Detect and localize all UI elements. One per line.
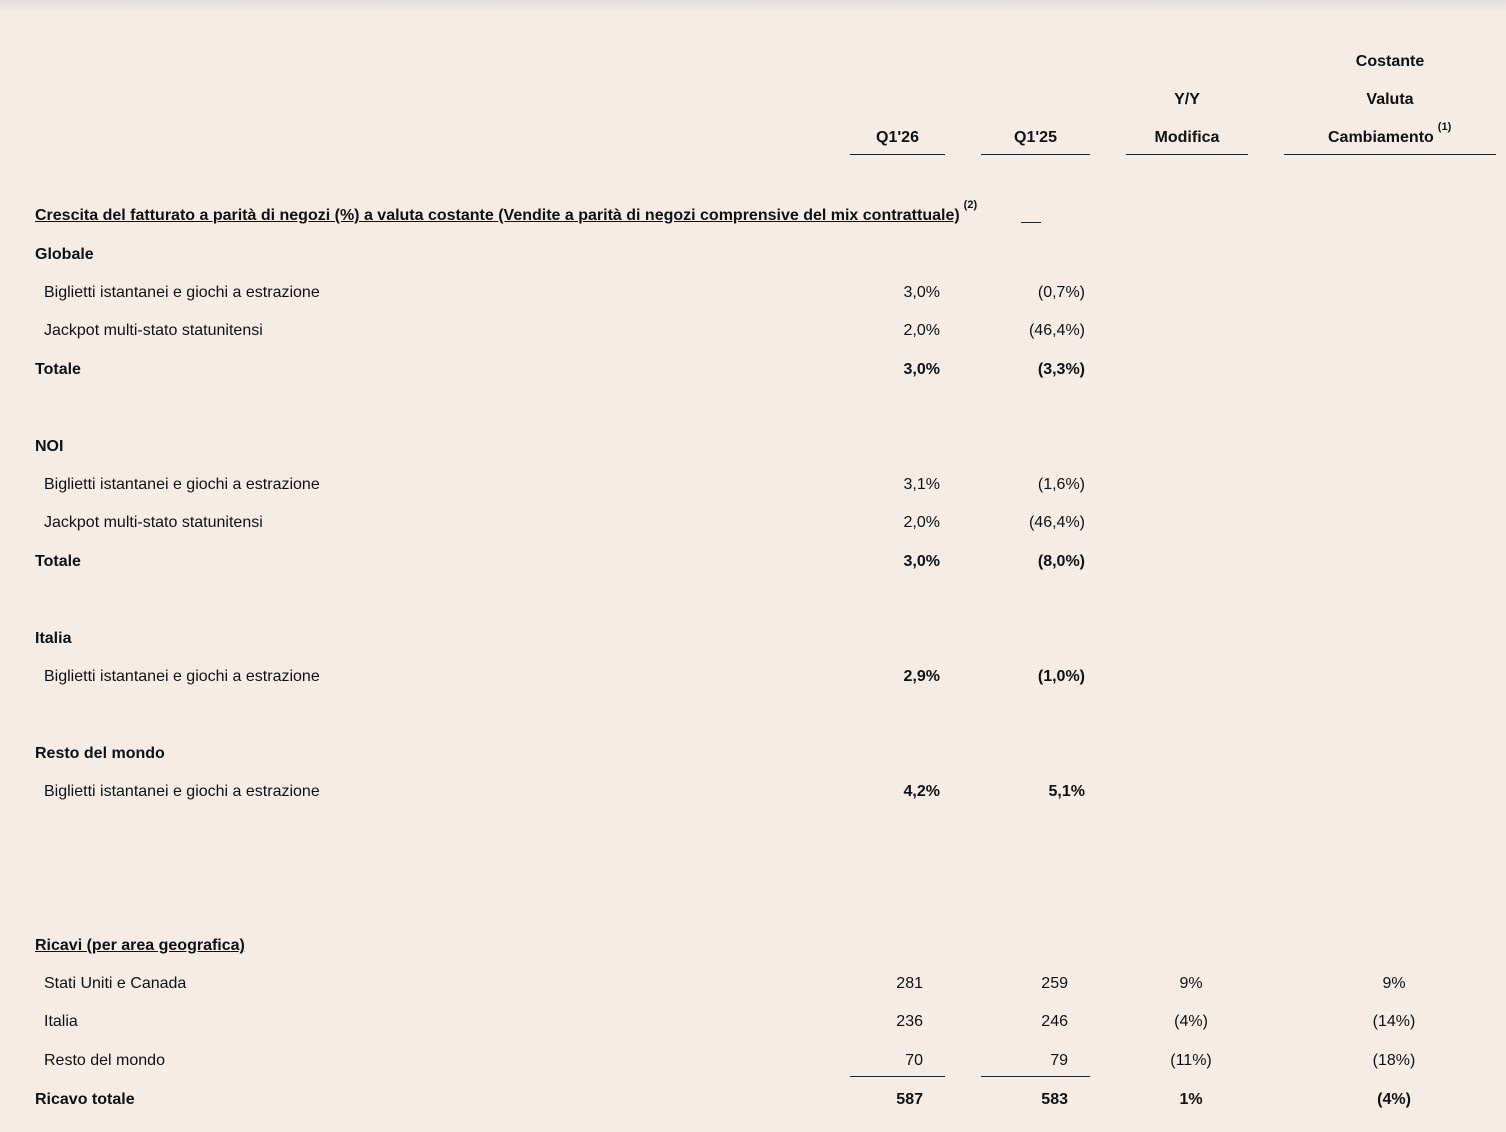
total-label: Totale: [35, 553, 81, 570]
cell-cc: (18%): [1372, 1052, 1416, 1069]
cell-q126: 236: [896, 1013, 923, 1030]
row-label: Stati Uniti e Canada: [44, 975, 187, 992]
cell-q125: (1,6%): [1037, 476, 1085, 493]
header-underline: [1126, 154, 1248, 155]
cell-q126: 2,0%: [903, 322, 940, 339]
group-label-italia: Italia: [35, 630, 72, 647]
row-label: Biglietti istantanei e giochi a estrazione: [44, 783, 320, 800]
cell-q126: 2,9%: [903, 668, 940, 685]
header-costante: Costante: [1355, 53, 1425, 70]
footnote-marker: (2): [963, 199, 978, 211]
total-q125: (8,0%): [1037, 553, 1085, 570]
cell-q125: 246: [1041, 1013, 1068, 1030]
row-label: Biglietti istantanei e giochi a estrazione: [44, 668, 320, 685]
cell-q126: 4,2%: [903, 783, 940, 800]
section-same-store-title: Crescita del fatturato a parità di negozi (%) a valuta costante (Vendite a parità di negozi comprensive del mix contrattuale)$^{(2)}$: [35, 199, 978, 224]
cell-q125: 5,1%: [1048, 783, 1085, 800]
cell-q125: (46,4%): [1028, 322, 1085, 339]
header-cambiamento: Cambiamento$^{(1)}$: [1328, 121, 1452, 146]
header-underline: [981, 154, 1090, 155]
cell-yy: 9%: [1179, 975, 1203, 992]
header-underline: [850, 154, 945, 155]
section-revenue-title: Ricavi (per area geografica): [35, 937, 245, 954]
cell-yy: (4%): [1174, 1013, 1208, 1030]
header-yy: Y/Y: [1174, 91, 1200, 108]
total-q125: (3,3%): [1037, 361, 1085, 378]
header-modifica: Modifica: [1154, 129, 1220, 146]
total-q126: 3,0%: [903, 553, 940, 570]
row-label: Jackpot multi-stato statunitensi: [44, 514, 263, 531]
footnote-marker: (1): [1437, 121, 1452, 133]
cell-q126: 2,0%: [903, 514, 940, 531]
cell-q126: 3,1%: [903, 476, 940, 493]
cell-q125: 259: [1041, 975, 1068, 992]
total-q125: 583: [1041, 1091, 1068, 1108]
row-label: Jackpot multi-stato statunitensi: [44, 322, 263, 339]
total-q126: 587: [896, 1091, 923, 1108]
header-valuta: Valuta: [1366, 91, 1414, 108]
cell-q126: 3,0%: [903, 284, 940, 301]
total-cc: (4%): [1377, 1091, 1411, 1108]
header-underline: [1284, 154, 1496, 155]
row-label: Biglietti istantanei e giochi a estrazione: [44, 284, 320, 301]
header-q126: Q1'26: [876, 129, 919, 146]
cell-q125: 79: [1050, 1052, 1068, 1069]
cell-cc: (14%): [1372, 1013, 1416, 1030]
cell-q126: 70: [905, 1052, 923, 1069]
cell-yy: (11%): [1170, 1052, 1212, 1069]
cell-q125: (46,4%): [1028, 514, 1085, 531]
row-label: Italia: [44, 1013, 78, 1030]
total-label: Totale: [35, 361, 81, 378]
cell-cc: 9%: [1382, 975, 1406, 992]
group-label-resto: Resto del mondo: [35, 745, 165, 762]
subtotal-rule: [850, 1076, 945, 1077]
total-label: Ricavo totale: [35, 1091, 135, 1108]
title-underline-ext: [1021, 222, 1041, 223]
total-yy: 1%: [1179, 1091, 1203, 1108]
top-shadow: [0, 0, 1506, 14]
group-label-noi: NOI: [35, 438, 64, 455]
group-label-globale: Globale: [35, 246, 94, 263]
row-label: Resto del mondo: [44, 1052, 165, 1069]
cell-q125: (0,7%): [1037, 284, 1085, 301]
total-q126: 3,0%: [903, 361, 940, 378]
header-q125: Q1'25: [1014, 129, 1057, 146]
subtotal-rule: [981, 1076, 1090, 1077]
cell-q126: 281: [896, 975, 923, 992]
row-label: Biglietti istantanei e giochi a estrazione: [44, 476, 320, 493]
cell-q125: (1,0%): [1037, 668, 1085, 685]
